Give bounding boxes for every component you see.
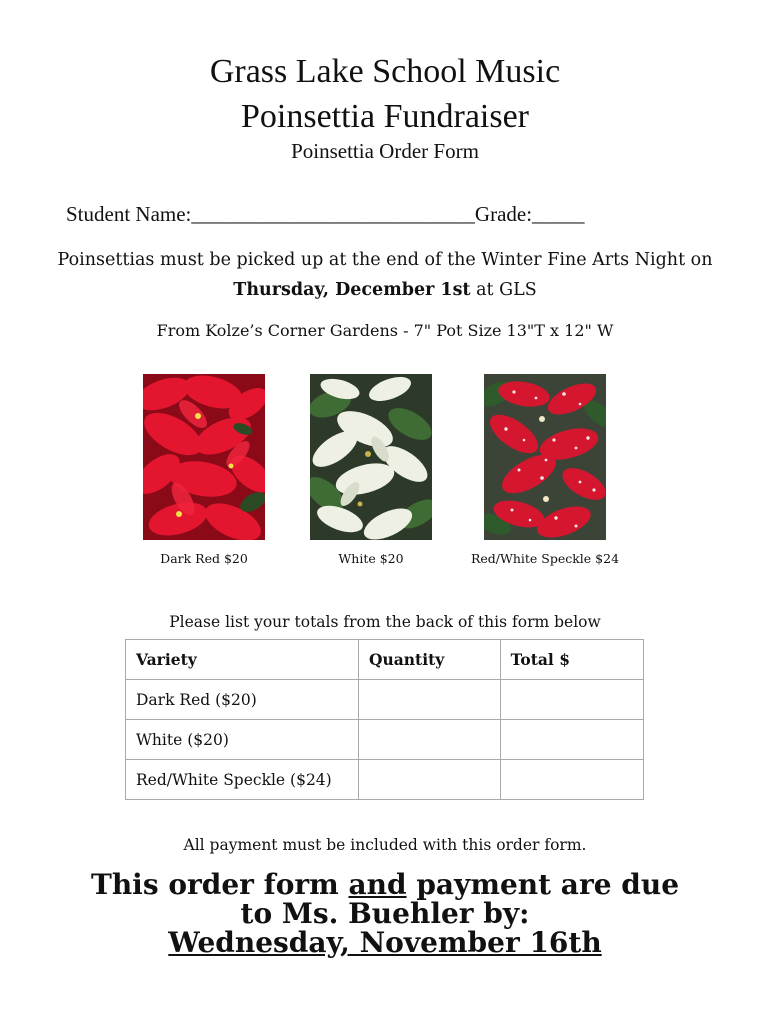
- speckle-poinsettia-photo: [484, 374, 606, 540]
- quantity-cell[interactable]: [358, 760, 500, 800]
- quantity-cell[interactable]: [358, 720, 500, 760]
- header-total: Total $: [500, 640, 643, 680]
- grade-label: Grade:: [474, 202, 533, 226]
- caption-white: White $20: [338, 551, 404, 566]
- student-name-label: Student Name:: [66, 202, 192, 226]
- pickup-notice-line2: [0, 278, 770, 302]
- dark-red-poinsettia-photo: [143, 374, 265, 540]
- variety-cell: Red/White Speckle ($24): [126, 760, 359, 800]
- variety-cell: White ($20): [126, 720, 359, 760]
- due-and-word: and: [348, 868, 407, 901]
- header-quantity: Quantity: [358, 640, 500, 680]
- pickup-notice-line1: Poinsettias must be picked up at the end of the Winter Fine Arts Night on: [57, 250, 713, 270]
- totals-table: [125, 639, 644, 800]
- page-title-line2: Poinsettia Fundraiser: [240, 98, 530, 135]
- due-part1: This order form: [90, 868, 349, 901]
- due-part2: payment are due: [406, 868, 680, 901]
- table-row: [126, 760, 644, 800]
- pickup-date: Thursday, December 1st: [233, 280, 471, 300]
- student-name-blank[interactable]: ___________________________: [191, 202, 475, 226]
- caption-dark-red: Dark Red $20: [160, 551, 248, 566]
- supplier-info: From Kolze’s Corner Gardens - 7" Pot Size 13"T x 12" W: [156, 321, 614, 340]
- white-poinsettia-photo: [310, 374, 432, 540]
- pickup-location: at GLS: [470, 280, 537, 300]
- table-row: [126, 720, 644, 760]
- payment-note: All payment must be included with this order form.: [183, 836, 587, 854]
- total-cell[interactable]: [500, 760, 643, 800]
- due-date-text: Wednesday, November 16th: [168, 926, 602, 959]
- quantity-cell[interactable]: [358, 680, 500, 720]
- variety-cell: Dark Red ($20): [126, 680, 359, 720]
- due-notice-line2: to Ms. Buehler by:: [240, 897, 530, 930]
- due-date: [0, 928, 770, 958]
- due-notice-line1: [0, 870, 770, 900]
- page-title-line1: Grass Lake School Music: [209, 53, 561, 90]
- header-variety: Variety: [126, 640, 359, 680]
- caption-speckle: Red/White Speckle $24: [470, 551, 620, 566]
- table-row: [126, 680, 644, 720]
- student-info-line: [66, 200, 726, 228]
- total-cell[interactable]: [500, 680, 643, 720]
- grade-blank[interactable]: _____: [532, 202, 585, 226]
- table-header-row: [126, 640, 644, 680]
- total-cell[interactable]: [500, 720, 643, 760]
- page-subtitle: Poinsettia Order Form: [291, 139, 479, 163]
- table-intro: Please list your totals from the back of this form below: [169, 613, 601, 631]
